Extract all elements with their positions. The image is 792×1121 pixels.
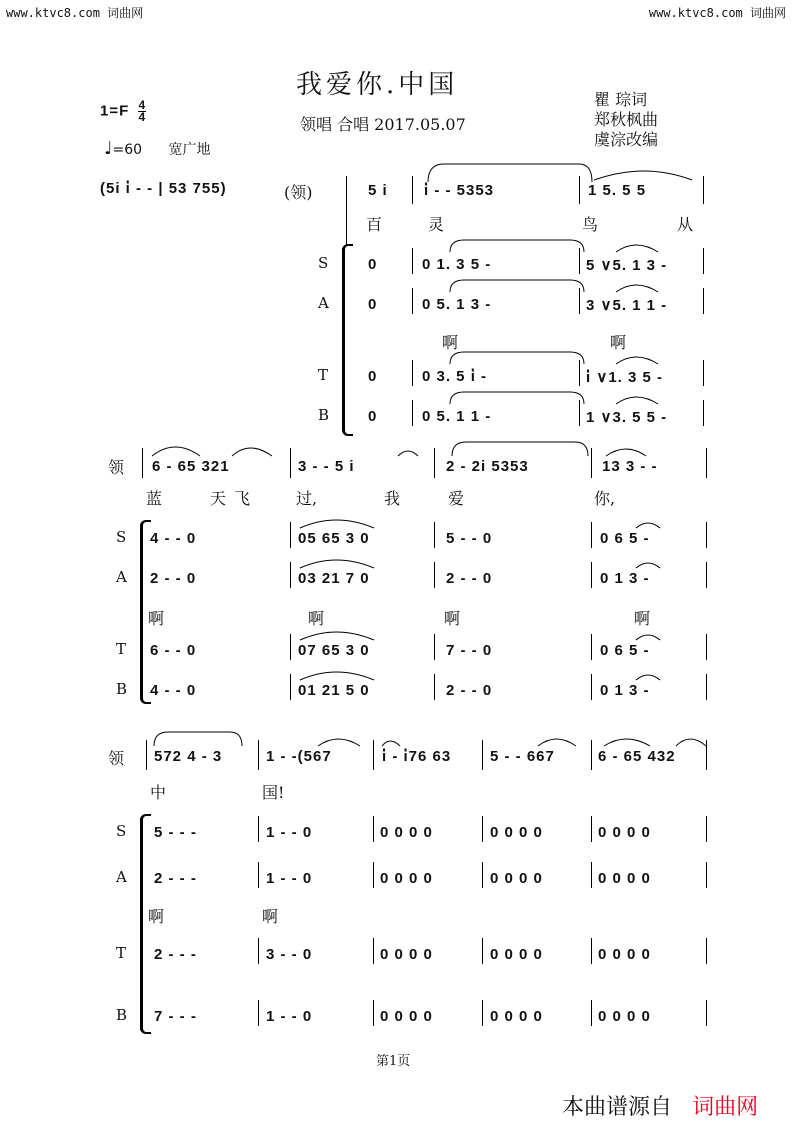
barline	[482, 938, 483, 964]
bass-measure: 0 1 3 -	[600, 682, 650, 699]
soprano-measure: 5 ∨5. 1 3 -	[586, 257, 668, 274]
soprano-measure: 1 - - 0	[266, 824, 313, 841]
lead-measure: i̇ - - 5353	[424, 182, 495, 199]
barline	[258, 862, 259, 888]
alto-measure: 03 21 7 0	[298, 570, 370, 587]
tenor-measure: 6 - - 0	[150, 642, 197, 659]
soprano-measure: 0	[368, 256, 378, 273]
choir-slurs	[440, 236, 700, 416]
part-label-alto: A	[318, 294, 329, 312]
lead-lyric: 我	[384, 489, 401, 508]
soprano-measure: 0 0 0 0	[490, 824, 543, 841]
barline	[706, 562, 707, 588]
barline	[703, 360, 704, 386]
soprano-measure: 4 - - 0	[150, 530, 197, 547]
bass-measure: 0 0 0 0	[490, 1008, 543, 1025]
barline	[412, 360, 413, 386]
intro-phrase: (5i i̇ - - | 53 755)	[100, 180, 227, 197]
bass-measure: 7 - - -	[154, 1008, 197, 1025]
barline	[591, 816, 592, 842]
barline	[258, 938, 259, 964]
lead-measure: 6 - 65 321	[152, 458, 230, 475]
barline	[258, 816, 259, 842]
barline	[258, 1000, 259, 1026]
bass-measure: 1 - - 0	[266, 1008, 313, 1025]
lead-slurs	[150, 726, 710, 750]
barline	[412, 248, 413, 274]
soprano-measure: 5 - - 0	[446, 530, 493, 547]
lead-measure: 3 - - 5 i	[298, 458, 355, 475]
lyricist: 瞿 琮词	[594, 90, 648, 109]
barline	[346, 176, 347, 246]
tenor-measure: 0 0 0 0	[490, 946, 543, 963]
alto-measure: 0 5. 1 3 -	[422, 296, 492, 313]
bass-measure: 2 - - 0	[446, 682, 493, 699]
barline	[703, 288, 704, 314]
lead-measure: 5 - - 667	[490, 748, 555, 765]
bass-measure: 01 21 5 0	[298, 682, 370, 699]
watermark-right: www.ktvc8.com 词曲网	[648, 6, 786, 20]
bracket-top	[140, 520, 151, 528]
barline	[703, 176, 704, 204]
choir-lyric: 啊	[148, 907, 165, 926]
alto-measure: 0 0 0 0	[490, 870, 543, 887]
bass-measure: 4 - - 0	[150, 682, 197, 699]
lead-lyric: 从	[677, 215, 694, 234]
tenor-measure: 0 0 0 0	[380, 946, 433, 963]
part-label-soprano: S	[318, 254, 329, 272]
barline	[591, 938, 592, 964]
tenor-measure: 2 - - -	[154, 946, 197, 963]
soprano-measure: 0 1. 3 5 -	[422, 256, 492, 273]
part-label-alto: A	[116, 568, 127, 586]
bracket-bottom	[342, 428, 353, 436]
key-signature: 1=F $\frac{4}{4}$	[100, 98, 147, 124]
bass-measure: 0 0 0 0	[598, 1008, 651, 1025]
barline	[412, 288, 413, 314]
alto-measure: 2 - - -	[154, 870, 197, 887]
page-number: 第1页	[376, 1054, 411, 1069]
barline	[703, 400, 704, 426]
lead-lyric: 百	[366, 215, 383, 234]
barline	[591, 1000, 592, 1026]
source-site: 词曲网	[692, 1094, 759, 1119]
quarter-note-icon: ♩	[104, 138, 113, 159]
soprano-measure: 0 6 5 -	[600, 530, 650, 547]
lead-measure: 6 - 65 432	[598, 748, 676, 765]
barline	[290, 634, 291, 660]
lead-measure: 5 i	[368, 182, 388, 199]
source-credit	[562, 1090, 758, 1121]
alto-measure: 0	[368, 296, 378, 313]
alto-measure: 0 1 3 -	[600, 570, 650, 587]
part-label-bass: B	[116, 680, 128, 698]
tenor-measure: 0 3. 5 i̇ -	[422, 368, 488, 385]
part-label-soprano: S	[116, 528, 127, 546]
lead-label: 领	[108, 749, 125, 768]
expression-text: 宽广地	[168, 142, 211, 158]
barline	[706, 674, 707, 700]
watermark-left: www.ktvc8.com 词曲网	[6, 6, 144, 20]
lead-measure: i̇ - i̇76 63	[382, 748, 452, 765]
barline	[142, 448, 143, 478]
time-signature: $\frac{4}{4}$	[138, 98, 147, 124]
bass-measure: 0 5. 1 1 -	[422, 408, 492, 425]
soprano-measure: 05 65 3 0	[298, 530, 370, 547]
soprano-measure: 5 - - -	[154, 824, 197, 841]
choir-bracket	[140, 818, 143, 1030]
lead-measure: 2 - 2i 5353	[446, 458, 529, 475]
choir-lyric: 啊	[262, 907, 279, 926]
part-label-tenor: T	[116, 640, 127, 658]
bracket-top	[342, 244, 353, 252]
barline	[373, 938, 374, 964]
barline	[706, 816, 707, 842]
slur-marks	[424, 160, 699, 184]
tenor-measure: 3 - - 0	[266, 946, 313, 963]
barline	[706, 938, 707, 964]
lead-lyric: 中	[150, 783, 167, 802]
choir-bracket	[342, 248, 345, 430]
credits	[594, 90, 658, 150]
tenor-measure: 0	[368, 368, 378, 385]
part-label-soprano: S	[116, 822, 127, 840]
soprano-measure: 0 0 0 0	[598, 824, 651, 841]
source-prefix: 本曲谱源自	[562, 1094, 673, 1119]
barline	[703, 248, 704, 274]
lead-lyric: 蓝	[146, 489, 163, 508]
tenor-measure: i̇ ∨1. 3 5 -	[586, 369, 664, 386]
barline	[146, 740, 147, 770]
lead-lyric: 鸟	[582, 215, 599, 234]
alto-measure: 3 ∨5. 1 1 -	[586, 297, 668, 314]
lead-lyric: 过,	[296, 489, 318, 508]
choir-lyric: 啊	[634, 609, 651, 628]
alto-measure: 2 - - 0	[446, 570, 493, 587]
bass-measure: 1 ∨3. 5 5 -	[586, 409, 668, 426]
choir-lyric: 啊	[610, 333, 627, 352]
barline	[706, 634, 707, 660]
lead-lyric: 你,	[594, 489, 616, 508]
lead-measure: 13 3 - -	[602, 458, 658, 475]
tenor-measure: 0 0 0 0	[598, 946, 651, 963]
lead-lyric: 灵	[428, 215, 445, 234]
choir-lyric: 啊	[148, 609, 165, 628]
alto-measure: 0 0 0 0	[380, 870, 433, 887]
lead-label: 领	[108, 458, 125, 477]
lead-lyric: 爱	[448, 489, 465, 508]
composer: 郑秋枫曲	[594, 110, 659, 129]
tempo-marking: ♩=60 宽广地	[104, 138, 211, 159]
lead-lyric: 天	[210, 489, 227, 508]
barline	[290, 562, 291, 588]
choir-slurs	[296, 512, 696, 692]
lead-lyric: 国!	[262, 783, 285, 802]
lead-tag: (领)	[284, 183, 313, 202]
barline	[373, 862, 374, 888]
soprano-measure: 0 0 0 0	[380, 824, 433, 841]
alto-measure: 0 0 0 0	[598, 870, 651, 887]
part-label-bass: B	[318, 406, 330, 424]
barline	[482, 862, 483, 888]
choir-lyric: 啊	[308, 609, 325, 628]
barline	[482, 1000, 483, 1026]
bass-measure: 0 0 0 0	[380, 1008, 433, 1025]
bass-measure: 0	[368, 408, 378, 425]
bracket-top	[140, 814, 151, 822]
barline	[290, 674, 291, 700]
tenor-measure: 7 - - 0	[446, 642, 493, 659]
choir-lyric: 啊	[444, 609, 461, 628]
subtitle: 领唱 合唱 2017.05.07	[300, 115, 466, 134]
barline	[591, 862, 592, 888]
lead-slurs	[150, 436, 710, 460]
barline	[706, 862, 707, 888]
song-title: 我爱你.中国	[296, 70, 459, 100]
barline	[290, 522, 291, 548]
choir-lyric: 啊	[442, 333, 459, 352]
tenor-measure: 0 6 5 -	[600, 642, 650, 659]
lead-lyric: 飞	[234, 489, 251, 508]
barline	[482, 816, 483, 842]
barline	[706, 522, 707, 548]
part-label-tenor: T	[116, 944, 127, 962]
part-label-bass: B	[116, 1006, 128, 1024]
lead-measure: 572 4 - 3	[154, 748, 223, 765]
barline	[412, 176, 413, 204]
bracket-bottom	[140, 1026, 151, 1034]
barline	[412, 400, 413, 426]
barline	[373, 1000, 374, 1026]
arranger: 虞淙改编	[594, 130, 659, 149]
part-label-tenor: T	[318, 366, 329, 384]
alto-measure: 1 - - 0	[266, 870, 313, 887]
lead-measure: 1 5. 5 5	[588, 182, 647, 199]
alto-measure: 2 - - 0	[150, 570, 197, 587]
choir-bracket	[140, 524, 143, 698]
part-label-alto: A	[116, 868, 127, 886]
barline	[706, 1000, 707, 1026]
tenor-measure: 07 65 3 0	[298, 642, 370, 659]
barline	[373, 816, 374, 842]
lead-measure: 1 - -(567	[266, 748, 332, 765]
